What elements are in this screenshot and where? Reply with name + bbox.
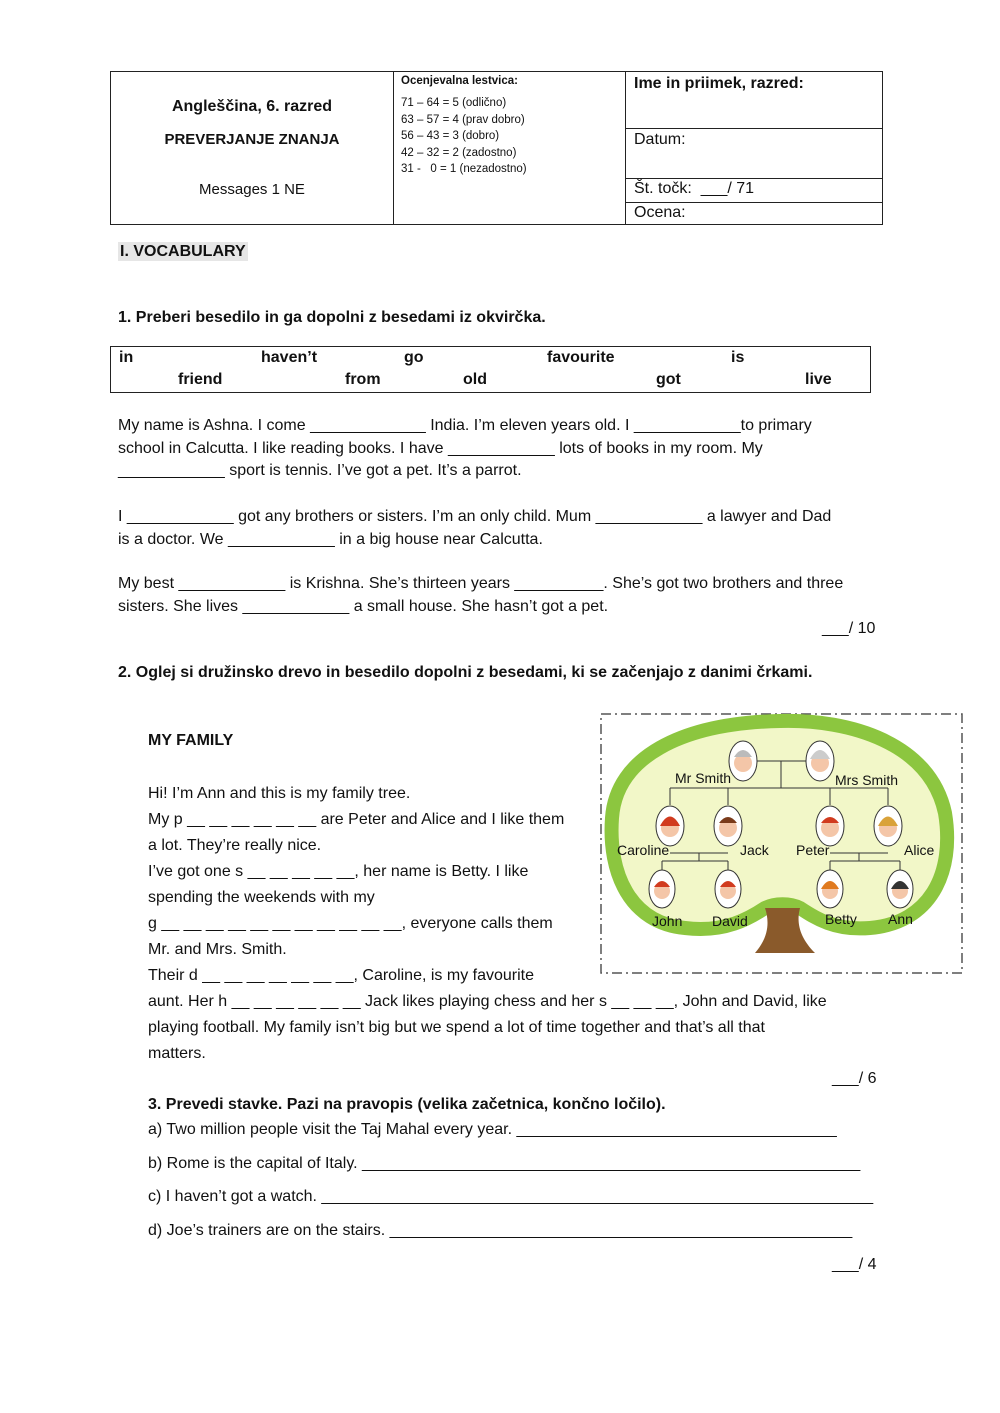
task3-instruction: 3. Prevedi stavke. Pazi na pravopis (velika začetnica, končno ločilo).: [148, 1096, 666, 1113]
betty-portrait: [817, 870, 843, 908]
scale-row: 71 – 64 = 5 (odlično): [401, 97, 507, 109]
task1-paragraph: [118, 415, 888, 483]
text-line: I’ve got one s __ __ __ __ __, her name is Betty. I like: [148, 863, 529, 880]
ann-portrait: [887, 870, 913, 908]
word-box: [110, 346, 871, 393]
alice-portrait: [874, 806, 902, 846]
text-line: playing football. My family isn’t big but we spend a lot of time together and that’s all that: [148, 1019, 765, 1036]
text-line: a lot. They’re really nice.: [148, 837, 322, 854]
subject-title: Angleščina, 6. razred: [171, 98, 333, 115]
text-line: My best ____________ is Krishna. She’s thirteen years __________. She’s got two brothers and three: [118, 575, 844, 592]
tree-label: Jack: [740, 842, 769, 858]
word-box-item: friend: [178, 371, 223, 388]
caroline-portrait: [656, 806, 684, 846]
tree-label: Alice: [904, 842, 935, 858]
task1-paragraph: [118, 573, 888, 618]
book-name: Messages 1 NE: [199, 181, 305, 198]
header-table: [110, 71, 883, 225]
tree-label: Betty: [825, 911, 857, 927]
name-field-label: Ime in priimek, razred:: [634, 75, 804, 92]
tree-label: Mr Smith: [675, 770, 731, 786]
grading-scale: [401, 95, 527, 178]
text-line: Mr. and Mrs. Smith.: [148, 941, 287, 958]
family-heading: MY FAMILY: [148, 732, 234, 749]
tree-label: Peter: [796, 842, 830, 858]
text-line: aunt. Her h __ __ __ __ __ __ Jack likes playing chess and her s __ __ __, John and David, like: [148, 993, 827, 1010]
text-line: sisters. She lives ____________ a small house. She hasn’t got a pet.: [118, 597, 609, 615]
translation-item-b: b) Rome is the capital of Italy. ________________________________________________________: [148, 1155, 861, 1172]
text-line: Their d __ __ __ __ __ __ __, Caroline, is my favourite: [148, 967, 534, 984]
tree-label: John: [652, 913, 683, 929]
task3-score: ___/ 4: [832, 1256, 877, 1273]
task1-paragraph: [118, 506, 888, 551]
translation-item-d: d) Joe’s trainers are on the stairs. ____________________________________________________: [148, 1222, 853, 1239]
family-text: [148, 989, 888, 1067]
scale-row: 56 – 43 = 3 (dobro): [401, 130, 500, 142]
word-box-item: haven’t: [261, 349, 318, 366]
header-divider: [393, 72, 394, 224]
scale-row: 31 - 0 = 1 (nezadostno): [401, 163, 527, 175]
tree-label: Caroline: [617, 842, 670, 858]
word-box-item: from: [345, 371, 381, 388]
text-line: g __ __ __ __ __ __ __ __ __ __ __, everyone calls them: [148, 915, 553, 932]
jack-portrait: [714, 806, 742, 846]
tree-label: Ann: [888, 911, 913, 927]
text-line: school in Calcutta. I like reading books. I have ____________ lots of books in my room. My: [118, 439, 763, 457]
tree-label: David: [712, 913, 748, 929]
grandpa-portrait: [729, 741, 757, 781]
translation-item-c: c) I haven’t got a watch. ______________________________________________________________: [148, 1188, 874, 1205]
family-tree-figure: [600, 713, 963, 974]
word-box-item: favourite: [547, 349, 615, 366]
word-box-item: live: [805, 371, 832, 388]
test-type: PREVERJANJE ZNANJA: [164, 131, 340, 148]
word-box-item: go: [404, 349, 424, 366]
text-line: is a doctor. We ____________ in a big house near Calcutta.: [118, 530, 543, 548]
date-field-label: Datum:: [634, 131, 686, 148]
task1-instruction: 1. Preberi besedilo in ga dopolni z besedami iz okvirčka.: [118, 309, 546, 326]
david-portrait: [715, 870, 741, 908]
text-line: spending the weekends with my: [148, 889, 375, 906]
text-line: ____________ sport is tennis. I’ve got a pet. It’s a parrot.: [118, 462, 522, 479]
text-line: I ____________ got any brothers or sisters. I’m an only child. Mum ____________ a lawyer and Dad: [118, 508, 832, 525]
task2-instruction: 2. Oglej si družinsko drevo in besedilo dopolni z besedami, ki se začenjajo z danimi črkami.: [118, 664, 813, 681]
grandma-portrait: [806, 741, 834, 781]
text-line: My p __ __ __ __ __ __ are Peter and Alice and I like them: [148, 811, 565, 828]
word-box-item: got: [656, 371, 681, 388]
points-field-label: Št. točk: ___/ 71: [634, 180, 755, 197]
word-box-item: is: [731, 349, 745, 366]
header-divider: [625, 178, 882, 179]
section-title: I. VOCABULARY: [120, 243, 246, 260]
tree-label: Mrs Smith: [835, 772, 898, 788]
text-line: Hi! I’m Ann and this is my family tree.: [148, 785, 411, 802]
scale-row: 63 – 57 = 4 (prav dobro): [401, 113, 525, 126]
task1-score: ___/ 10: [822, 620, 876, 637]
task2-score: ___/ 6: [832, 1070, 877, 1087]
translation-item-a: a) Two million people visit the Taj Mahal every year. ____________________________________: [148, 1121, 837, 1138]
scale-title: Ocenjevalna lestvica:: [401, 75, 518, 87]
header-divider: [625, 202, 882, 203]
grade-field-label: Ocena:: [634, 204, 686, 221]
word-box-item: in: [119, 349, 134, 366]
header-divider: [625, 128, 882, 129]
john-portrait: [649, 870, 675, 908]
text-line: matters.: [148, 1045, 206, 1062]
word-box-item: old: [463, 371, 487, 388]
family-text: [148, 781, 598, 989]
family-tree-illustration: [600, 713, 963, 974]
scale-row: 42 – 32 = 2 (zadostno): [401, 146, 517, 159]
peter-portrait: [816, 806, 844, 846]
text-line: My name is Ashna. I come _____________ India. I’m eleven years old. I ____________to primary: [118, 417, 812, 434]
